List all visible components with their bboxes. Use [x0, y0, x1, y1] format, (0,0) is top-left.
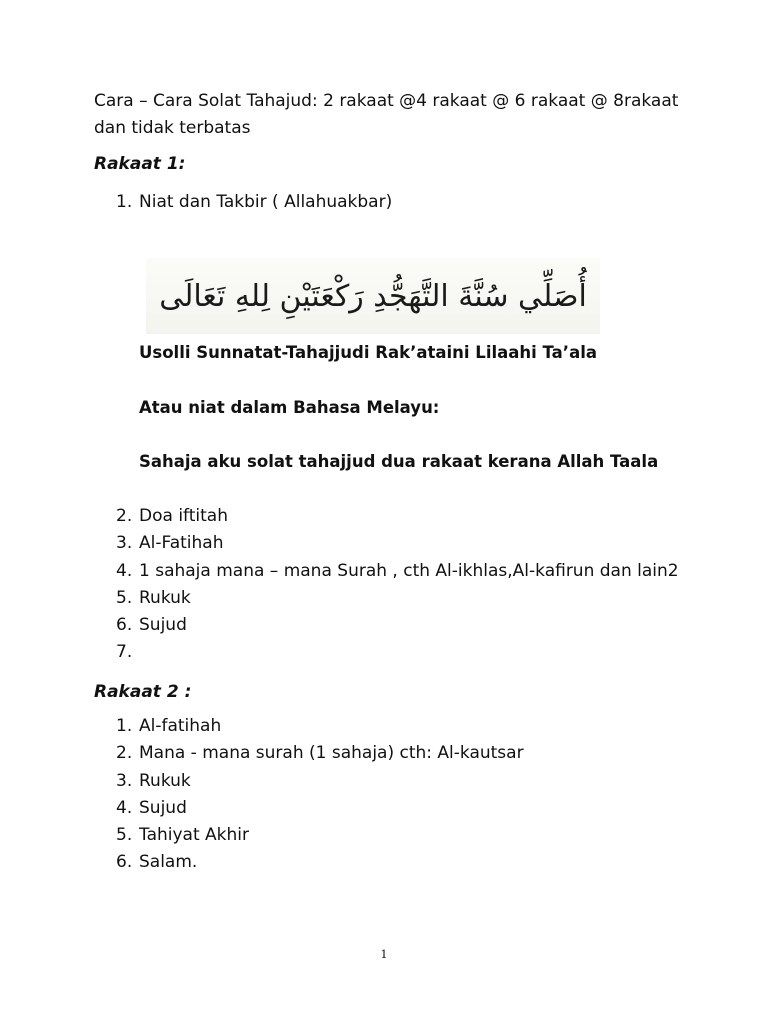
list-item-text: 1 sahaja mana – mana Surah , cth Al-ikhlas,Al-kafirun dan lain2: [139, 560, 679, 581]
list-item-text: Tahiyat Akhir: [139, 825, 249, 846]
list-item: [94, 713, 524, 740]
list-item: [94, 189, 392, 216]
niat-transliteration: Usolli Sunnatat-Tahajjudi Rak’ataini Lilaahi Ta’ala: [139, 343, 598, 362]
list-item-text: Sujud: [139, 615, 187, 636]
page-number: 1: [380, 948, 388, 961]
list-item: [94, 795, 524, 822]
list-item-text: Mana - mana surah (1 sahaja) cth: Al-kautsar: [139, 743, 524, 764]
list-item-number: 5.: [116, 825, 133, 846]
rakaat-2-heading: Rakaat 2 :: [94, 682, 192, 702]
list-item-text: Rukuk: [139, 770, 191, 791]
arabic-niat-text: أُصَلِّي سُنَّةَ التَّهَجُّدِ رَكْعَتَيْنِ لِلهِ تَعَالَى: [159, 278, 587, 314]
list-item: [94, 849, 524, 876]
list-item-text: Doa iftitah: [139, 506, 228, 526]
list-item-number: 3.: [116, 533, 133, 554]
list-item: [94, 768, 524, 795]
list-item: [94, 530, 679, 557]
list-item: [94, 612, 679, 639]
list-item-text: Al-fatihah: [139, 716, 222, 736]
rakaat-1-heading: Rakaat 1:: [94, 154, 186, 174]
list-item-number: 2.: [116, 743, 133, 764]
list-item-text: Rukuk: [139, 587, 191, 608]
list-item: [94, 558, 679, 585]
list-item-number: 7.: [116, 642, 133, 663]
malay-niat-label: Atau niat dalam Bahasa Melayu:: [139, 398, 440, 417]
list-item-text: Niat dan Takbir ( Allahuakbar): [139, 192, 393, 212]
arabic-niat-image: [146, 258, 600, 334]
list-item: [94, 503, 679, 530]
list-item-text: Al-Fatihah: [139, 533, 224, 554]
list-item-number: 4.: [116, 797, 133, 818]
list-item: [94, 740, 524, 767]
list-item-number: 1.: [116, 192, 133, 212]
list-item: [94, 822, 524, 849]
list-item-number: 4.: [116, 560, 133, 581]
intro-paragraph: Cara – Cara Solat Tahajud: 2 rakaat @4 rakaat @ 6 rakaat @ 8rakaat dan tidak terbatas: [94, 91, 679, 138]
list-item: [94, 585, 679, 612]
rakaat-2-steps-list: [94, 713, 524, 877]
list-item-number: 2.: [116, 506, 133, 526]
rakaat-1-steps-list-continued: [94, 503, 679, 663]
list-item-text: Sujud: [139, 797, 187, 818]
list-item-number: 5.: [116, 587, 133, 608]
list-item-text: Salam.: [139, 852, 198, 873]
rakaat-1-steps-list: [94, 189, 392, 216]
list-item-number: 6.: [116, 852, 133, 873]
malay-niat-text: Sahaja aku solat tahajjud dua rakaat kerana Allah Taala: [139, 452, 659, 471]
list-item-number: 1.: [116, 716, 133, 736]
list-item-number: 3.: [116, 770, 133, 791]
list-item-number: 6.: [116, 615, 133, 636]
